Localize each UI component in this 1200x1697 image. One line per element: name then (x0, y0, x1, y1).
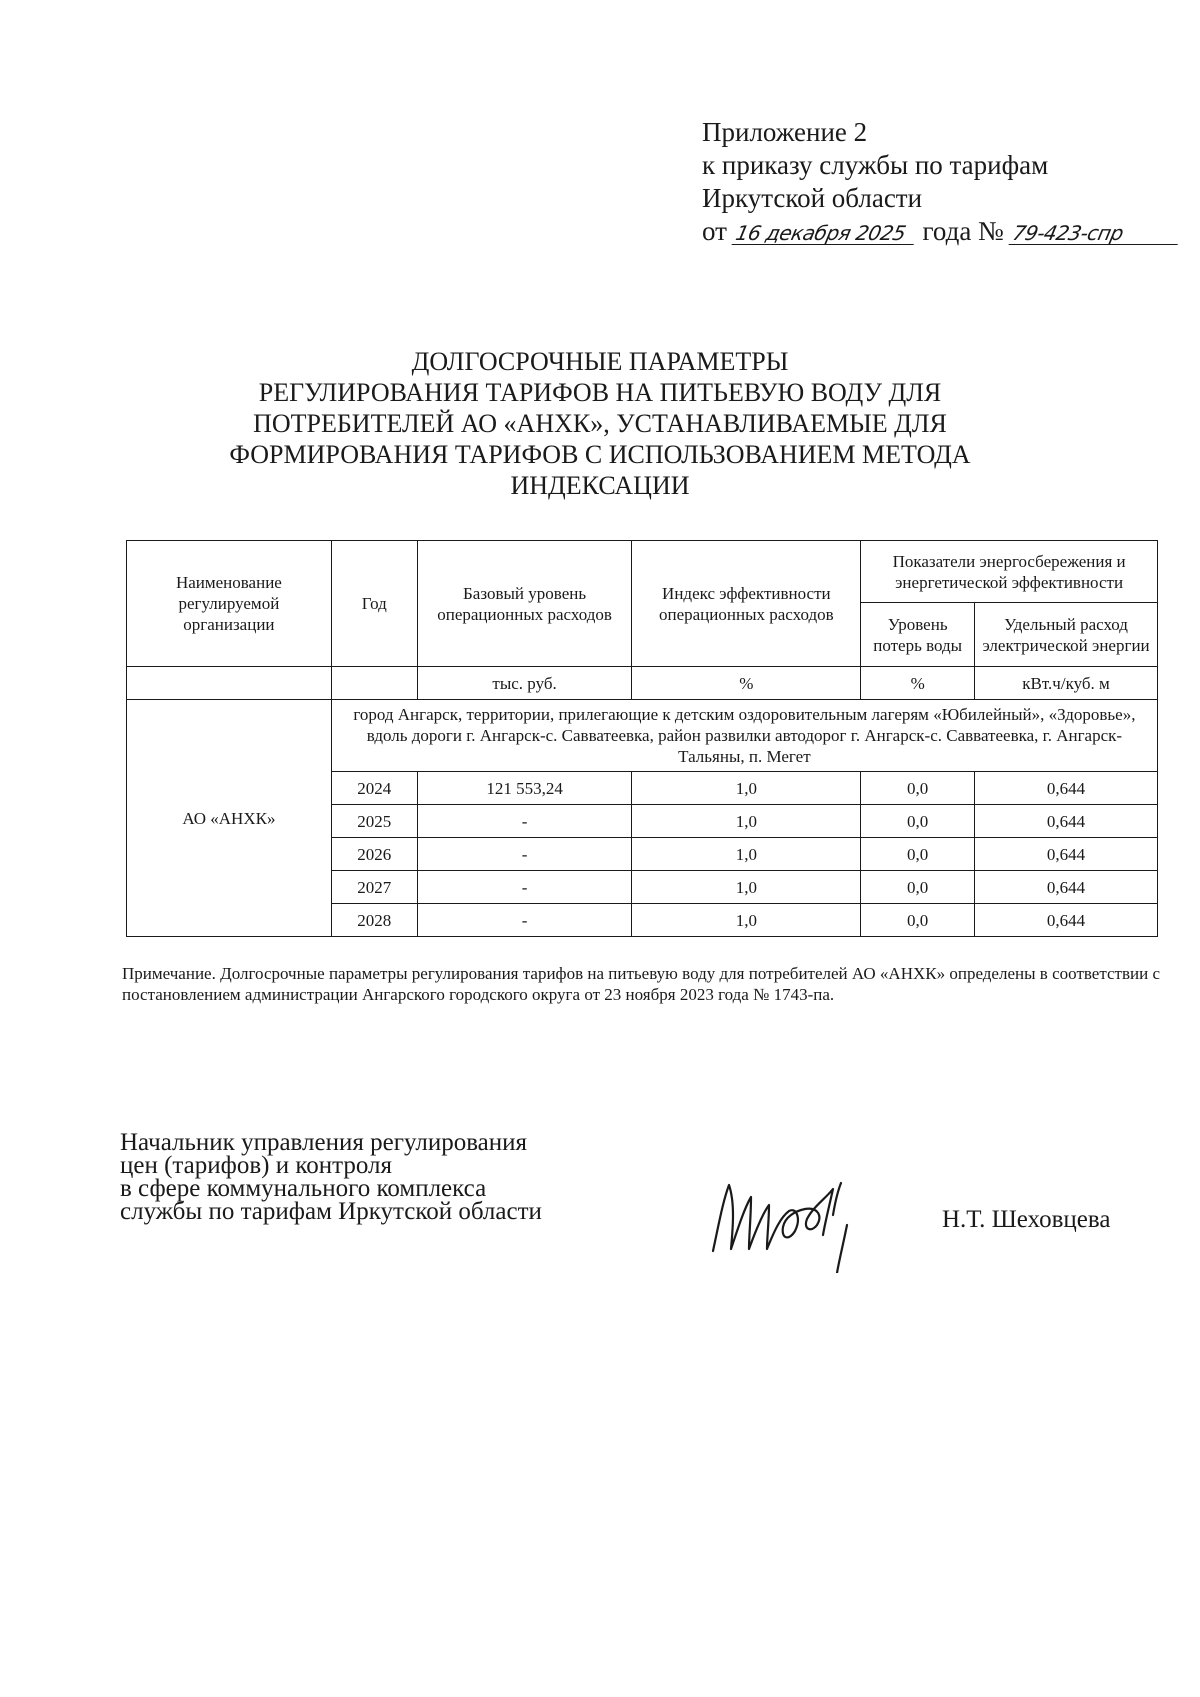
year-number-label: года № (922, 216, 1004, 246)
signatory-line-4: службы по тарифам Иркутской области (120, 1198, 542, 1225)
row-efficiency-index: 1,0 (632, 871, 861, 904)
unit-base-level: тыс. руб. (417, 667, 632, 700)
row-specific-consumption: 0,644 (975, 838, 1158, 871)
appendix-line-3: Иркутской области (702, 183, 923, 213)
row-base-level: - (417, 871, 632, 904)
handwritten-date: 16 декабря 2025 (731, 222, 918, 245)
row-year: 2025 (331, 805, 417, 838)
row-base-level: - (417, 904, 632, 937)
row-year: 2027 (331, 871, 417, 904)
appendix-line-2: к приказу службы по тарифам (702, 150, 1049, 180)
row-losses: 0,0 (861, 838, 975, 871)
row-efficiency-index: 1,0 (632, 805, 861, 838)
title-line-4: ФОРМИРОВАНИЯ ТАРИФОВ С ИСПОЛЬЗОВАНИЕМ МЕТОДА (229, 440, 971, 469)
row-efficiency-index: 1,0 (632, 904, 861, 937)
header-org: Наименование регулируемой организации (127, 541, 332, 667)
row-specific-consumption: 0,644 (975, 871, 1158, 904)
signatory-position (120, 1131, 542, 1223)
header-efficiency-index: Индекс эффективности операционных расходов (632, 541, 861, 667)
row-year: 2026 (331, 838, 417, 871)
row-specific-consumption: 0,644 (975, 805, 1158, 838)
units-org-empty (127, 667, 332, 700)
signatory-name: Н.Т. Шеховцева (942, 1206, 1111, 1233)
parameters-table (126, 540, 1158, 937)
table-note: Примечание. Долгосрочные параметры регулирования тарифов на питьевую воду для потребителей АО «АНХК» определены в соответствии с постановлением администрации Ангарского городского округа от 23 ноября 2023 года № 1743-па. (122, 964, 1160, 1004)
appendix-line-1: Приложение 2 (702, 117, 868, 147)
title-line-3: ПОТРЕБИТЕЛЕЙ АО «АНХК», УСТАНАВЛИВАЕМЫЕ ДЛЯ (253, 409, 947, 438)
document-title (200, 346, 1000, 501)
header-energy-group: Показатели энергосбережения и энергетической эффективности (861, 541, 1158, 603)
title-line-1: ДОЛГОСРОЧНЫЕ ПАРАМЕТРЫ (411, 347, 789, 376)
unit-specific-consumption: кВт.ч/куб. м (975, 667, 1158, 700)
appendix-order-line (702, 215, 1180, 248)
header-losses: Уровень потерь воды (861, 603, 975, 667)
row-losses: 0,0 (861, 871, 975, 904)
row-efficiency-index: 1,0 (632, 838, 861, 871)
title-line-2: РЕГУЛИРОВАНИЯ ТАРИФОВ НА ПИТЬЕВУЮ ВОДУ ДЛЯ (258, 378, 942, 407)
header-base-level: Базовый уровень операционных расходов (417, 541, 632, 667)
header-year: Год (331, 541, 417, 667)
organization-cell: АО «АНХК» (127, 700, 332, 937)
from-label: от (702, 216, 727, 246)
row-base-level: 121 553,24 (417, 772, 632, 805)
row-year: 2024 (331, 772, 417, 805)
row-base-level: - (417, 838, 632, 871)
units-year-empty (331, 667, 417, 700)
unit-losses: % (861, 667, 975, 700)
handwritten-order-number: 79-423-спр (1008, 222, 1182, 245)
region-cell: город Ангарск, территории, прилегающие к детским оздоровительным лагерям «Юбилейный», «Здоровье», вдоль дороги г. Ангарск-с. Савватеевка, район развилки автодорог г. Ангарск-с. Савватеевка, г. Ангарск-Тальяны, п. Мегет (331, 700, 1157, 772)
handwritten-signature (705, 1163, 915, 1273)
row-year: 2028 (331, 904, 417, 937)
row-specific-consumption: 0,644 (975, 772, 1158, 805)
row-specific-consumption: 0,644 (975, 904, 1158, 937)
row-efficiency-index: 1,0 (632, 772, 861, 805)
signatory-line-1: Начальник управления регулирования (120, 1129, 528, 1156)
signatory-line-3: в сфере коммунального комплекса (120, 1175, 487, 1202)
row-losses: 0,0 (861, 805, 975, 838)
header-specific-consumption: Удельный расход электрической энергии (975, 603, 1158, 667)
signatory-line-2: цен (тарифов) и контроля (120, 1152, 392, 1179)
appendix-header (702, 116, 1180, 248)
title-line-5: ИНДЕКСАЦИИ (510, 471, 690, 500)
row-losses: 0,0 (861, 904, 975, 937)
unit-efficiency-index: % (632, 667, 861, 700)
row-base-level: - (417, 805, 632, 838)
row-losses: 0,0 (861, 772, 975, 805)
